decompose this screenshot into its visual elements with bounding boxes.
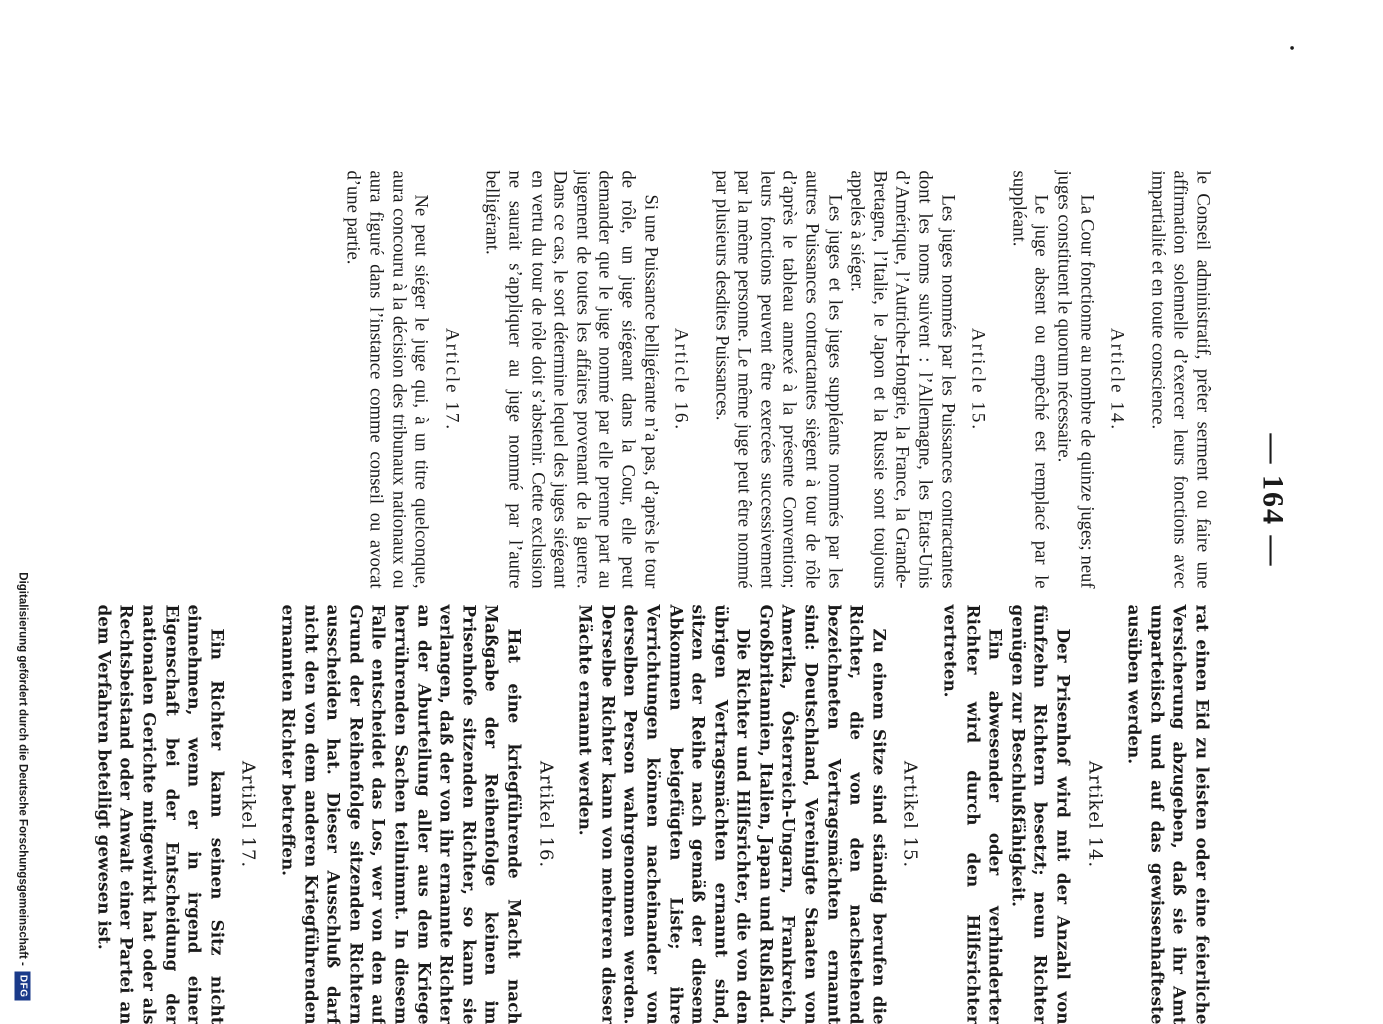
german-article-16-heading: Artikel 16.: [534, 760, 556, 868]
dfg-logo: DFG: [14, 971, 30, 1000]
german-column: [93, 604, 1213, 1024]
french-article-17-para-1: Ne peut siéger le juge qui, à un titre quelconque, aura concouru à la décision des tribunaux nationaux ou aura figuré dans l’instance comme conseil ou avocat d’une partie.: [342, 170, 432, 588]
french-article-15-para-1: Les juges nommés par les Puissances contractantes dont les noms suivent : l’Allemagne, les Etats-Unis d’Amérique, l’Autriche-Hongrie, la France, la Grande-Bretagne, l’Italie, le Japon et la Russie sont toujours appelés à siéger.: [846, 170, 958, 588]
french-column: [153, 170, 1213, 588]
german-article-14-heading: Artikel 14.: [1083, 760, 1105, 868]
digitization-footer: [11, 0, 33, 1000]
german-article-14-para-2: Ein abwesender oder verhinderter Richter wird durch den Hilfsrichter vertreten.: [940, 604, 1006, 1024]
french-article-16-para-1: Si une Puissance belligérante n’a pas, d’après le tour de rôle, un juge siégeant dans la Cour, elle peut demander que le juge nommé par elle prenne part au jugement de toutes les affaires provenant de la guerre. Dans ce cas, le sort détermine lequel des juges siégeant en vertu du tour de rôle doit s’abstenir. Cette exclusion ne saurait s’appliquer au juge nommé par l’autre belligérant.: [481, 170, 661, 588]
french-article-14-heading: Article 14.: [1106, 327, 1128, 431]
page-number: — 164 —: [1256, 433, 1289, 567]
french-article-17-heading: Article 17.: [440, 327, 462, 431]
french-article-15-heading: Article 15.: [967, 327, 989, 431]
french-article-14-para-1: La Cour fonctionne au nombre de quinze juges; neuf juges constituent le quorum nécessaire.: [1053, 170, 1097, 588]
margin-dot: .: [1285, 44, 1309, 51]
german-article-16-para-1: Hat eine kriegführende Macht nach Maßgabe der Reihenfolge keinen im Prisenhofe sitzenden Richter, so kann sie verlangen, daß der von ihr ernannte Richter an der Aburteilung aller aus dem Kriege herrührenden Sachen teilnimmt. In diesem Falle entscheidet das Los, wer von den auf Grund der Reihenfolge sitzenden Richtern ausscheiden hat. Dieser Ausschluß darf nicht den von dem anderen Kriegführenden ernannten Richter betreffen.: [278, 604, 524, 1024]
french-article-15-para-2: Les juges et les juges suppléants nommés par les autres Puissances contractantes siègent à tour de rôle d’après le tableau annexé à la présente Convention; leurs fonctions peuvent être exercées successivement par la même personne. Le même juge peut être nommé par plusieurs desdites Puissances.: [710, 170, 845, 588]
french-opening: le Conseil administratif, prêter serment ou faire une affirmation solennelle d’exercer leurs fonctions avec impartialité et en toute conscience.: [1146, 170, 1213, 588]
german-opening: rat einen Eid zu leisten oder eine feierliche Versicherung abzugeben, daß sie ihr Amt unparteiisch und auf das gewissenhafteste ausüben werden.: [1124, 604, 1212, 1024]
german-article-15-heading: Artikel 15.: [899, 760, 921, 868]
funding-credit: Digitalisierung gefördert durch die Deutsche Forschungsgemeinschaft -: [16, 571, 28, 966]
german-article-17-para-1: Ein Richter kann seinen Sitz nicht einnehmen, wenn er in irgend einer Eigenschaft bei der Entscheidung der nationalen Gerichte mitgewirkt hat oder als Rechtsbeistand oder Anwalt einer Partei an dem Verfahren beteiligt gewesen ist.: [93, 604, 227, 1024]
german-article-14-para-1: Der Prisenhof wird mit der Anzahl von fünfzehn Richtern besetzt; neun Richter genügen zur Beschlußfähigkeit.: [1007, 604, 1074, 1024]
german-article-15-para-1: Zu einem Sitze sind ständig berufen die Richter, die von den nachstehend bezeichneten Vertragsmächten ernannt sind: Deutschland, Vereinigte Staaten von Amerika, Österreich-Ungarn, Frankreich, Großbritannien, Italien, Japan und Rußland.: [755, 604, 889, 1024]
french-article-14-para-2: Le juge absent ou empêché est remplacé par le suppléant.: [1007, 170, 1052, 588]
german-article-17-heading: Artikel 17.: [237, 760, 259, 868]
german-article-15-para-2: Die Richter und Hilfsrichter, die von den übrigen Vertragsmächten ernannt sind, sitzen der Reihe nach gemäß der diesem Abkommen beigefügten Liste; ihre Verrichtungen können nacheinander von derselben Person wahrgenommen werden. Derselbe Richter kann von mehreren dieser Mächte ernannt werden.: [575, 604, 754, 1024]
french-article-16-heading: Article 16.: [670, 327, 692, 431]
